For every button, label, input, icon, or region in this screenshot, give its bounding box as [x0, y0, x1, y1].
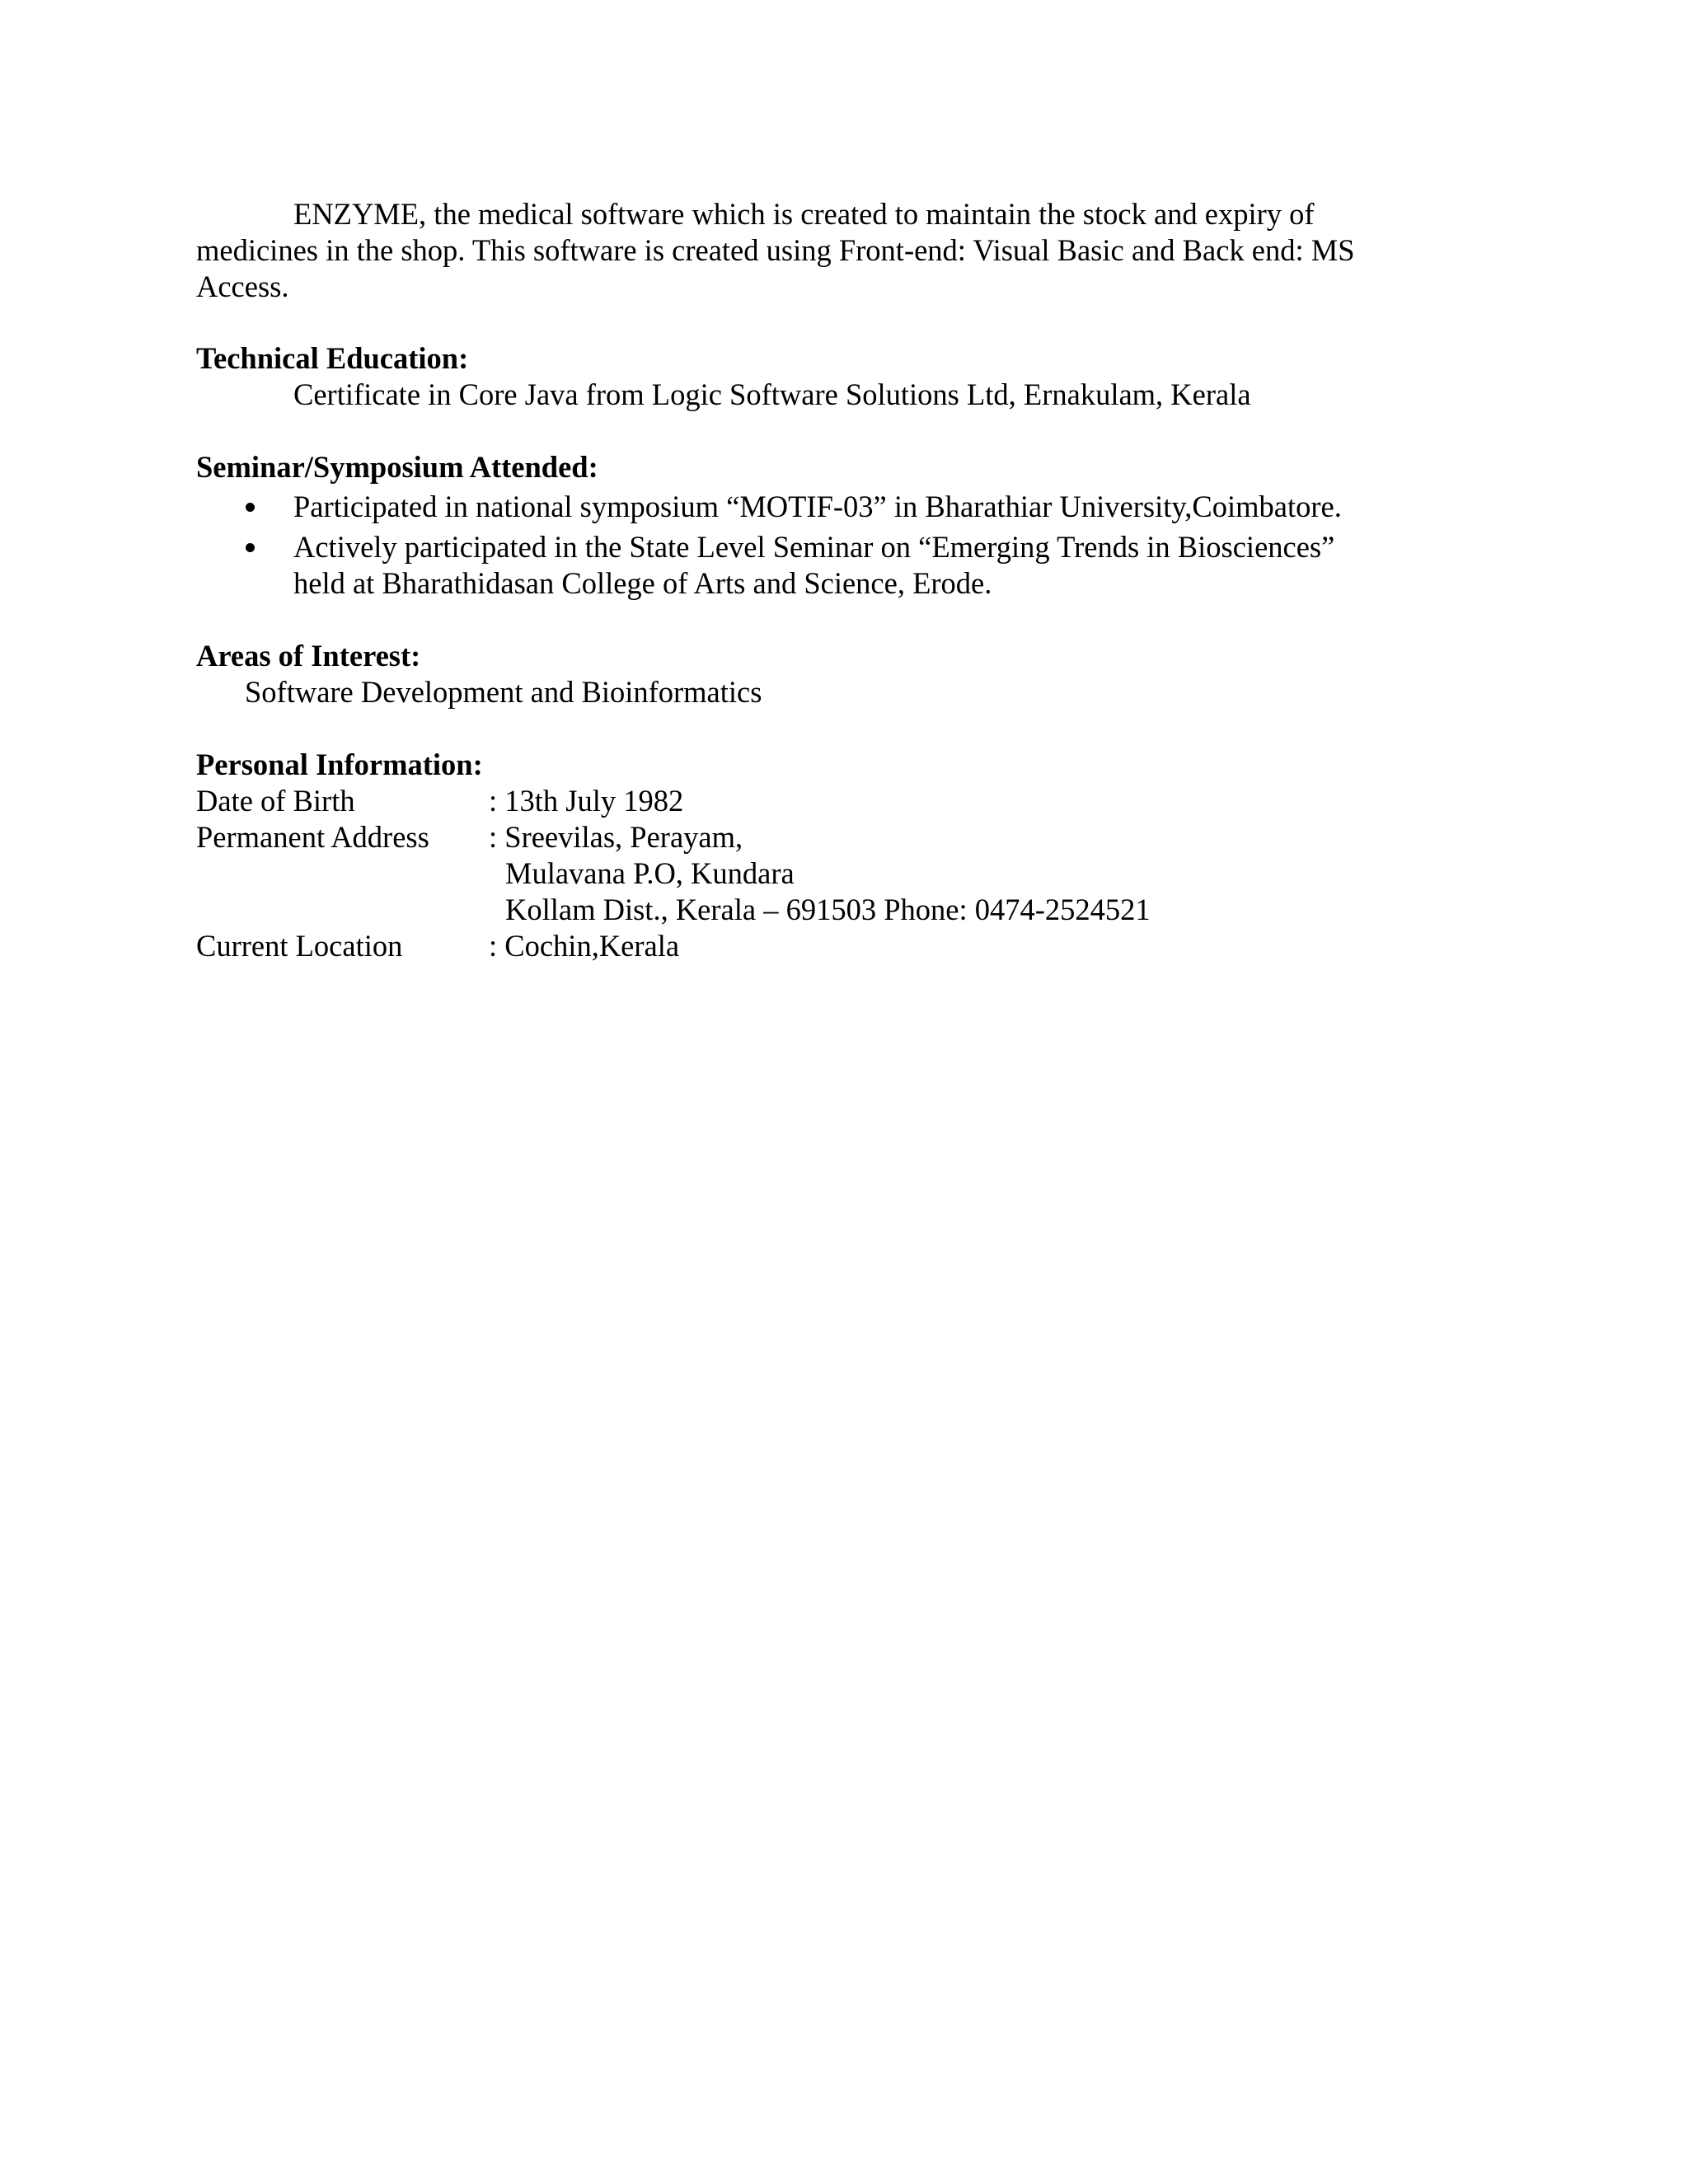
areas-of-interest-heading: Areas of Interest: — [196, 639, 421, 673]
technical-education-item: Certificate in Core Java from Logic Software Solutions Ltd, Ernakulam, Kerala — [293, 377, 1251, 411]
permanent-address-line-3: Kollam Dist., Kerala – 691503 Phone: 0474-2524521 — [505, 893, 1151, 926]
permanent-address-line-1: : Sreevilas, Perayam, — [489, 820, 743, 854]
technical-education-heading: Technical Education: — [196, 341, 469, 375]
intro-line-2: medicines in the shop. This software is created using Front-end: Visual Basic and Back end: MS — [196, 233, 1355, 267]
permanent-address-label: Permanent Address — [196, 820, 429, 854]
current-location-value: : Cochin,Kerala — [489, 929, 680, 963]
intro-line-3: Access. — [196, 269, 289, 303]
bullet-icon — [246, 543, 255, 552]
bullet-icon — [246, 503, 255, 512]
date-of-birth-label: Date of Birth — [196, 784, 355, 818]
current-location-label: Current Location — [196, 929, 403, 963]
seminar-item-1-line-1: Participated in national symposium “MOTIF-03” in Bharathiar University,Coimbatore. — [293, 490, 1342, 523]
personal-information-heading: Personal Information: — [196, 748, 483, 781]
seminars-heading: Seminar/Symposium Attended: — [196, 450, 598, 484]
permanent-address-line-2: Mulavana P.O, Kundara — [505, 856, 795, 890]
areas-of-interest-item: Software Development and Bioinformatics — [245, 675, 762, 709]
seminar-item-2-line-2: held at Bharathidasan College of Arts and Science, Erode. — [293, 566, 992, 600]
seminar-item-2-line-1: Actively participated in the State Level Seminar on “Emerging Trends in Biosciences” — [293, 530, 1335, 564]
date-of-birth-value: : 13th July 1982 — [489, 784, 684, 818]
intro-line-1: ENZYME, the medical software which is created to maintain the stock and expiry of — [293, 197, 1315, 231]
